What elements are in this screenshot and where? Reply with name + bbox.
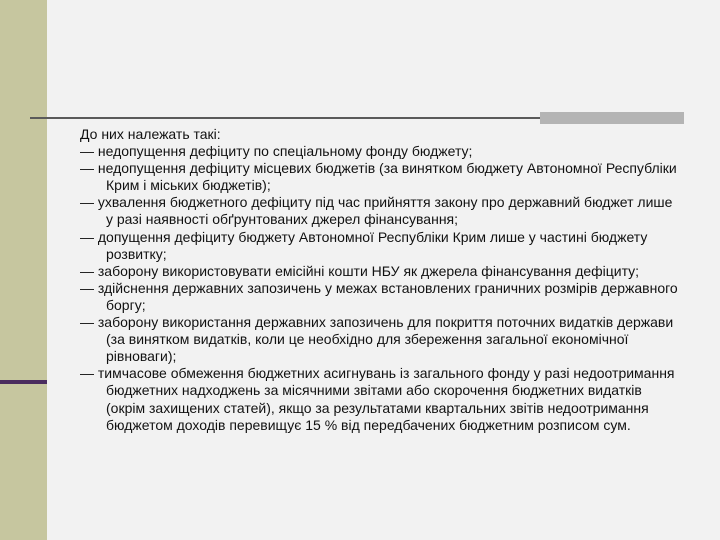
list-item: — недопущення дефіциту місцевих бюджетів (за винятком бюджету Автономної Республіки Крим і міських бюджетів); [80,160,677,194]
title-divider-block [540,112,684,124]
slide-body [80,126,680,434]
intro-text: До них належать такі: [80,126,221,142]
list-item: — допущення дефіциту бюджету Автономної Республіки Крим лише у частині бюджету розвитку; [80,228,648,262]
list-item: — заборону використовувати емісійні кошти НБУ як джерела фінансування дефіциту; [80,262,640,279]
list-item: — заборону використання державних запозичень для покриття поточних видатків держави (за винятком видатків, коли це необхідно для збереження загальної економічної рівноваги); [80,314,674,365]
list-item: — здійснення державних запозичень у межах встановлених граничних розмірів державного боргу; [80,279,678,313]
list-item: — ухвалення бюджетного дефіциту під час прийняття закону про державний бюджет лише у разі наявності обґрунтованих джерел фінансування; [80,194,673,228]
sidebar-accent-bar [0,380,47,384]
list-item: — недопущення дефіциту по спеціальному фонду бюджету; [80,143,473,160]
slide-sidebar [0,0,47,540]
list-item: — тимчасове обмеження бюджетних асигнувань із загального фонду у разі недоотримання бюджетних надходжень за місячними звітами або скорочення бюджетних видатків (окрім захищених статей), якщо за результатами квартальних звітів недоотримання бюджетом доходів перевищує 15 % від передбачених бюджетним розписом сум. [80,365,675,433]
